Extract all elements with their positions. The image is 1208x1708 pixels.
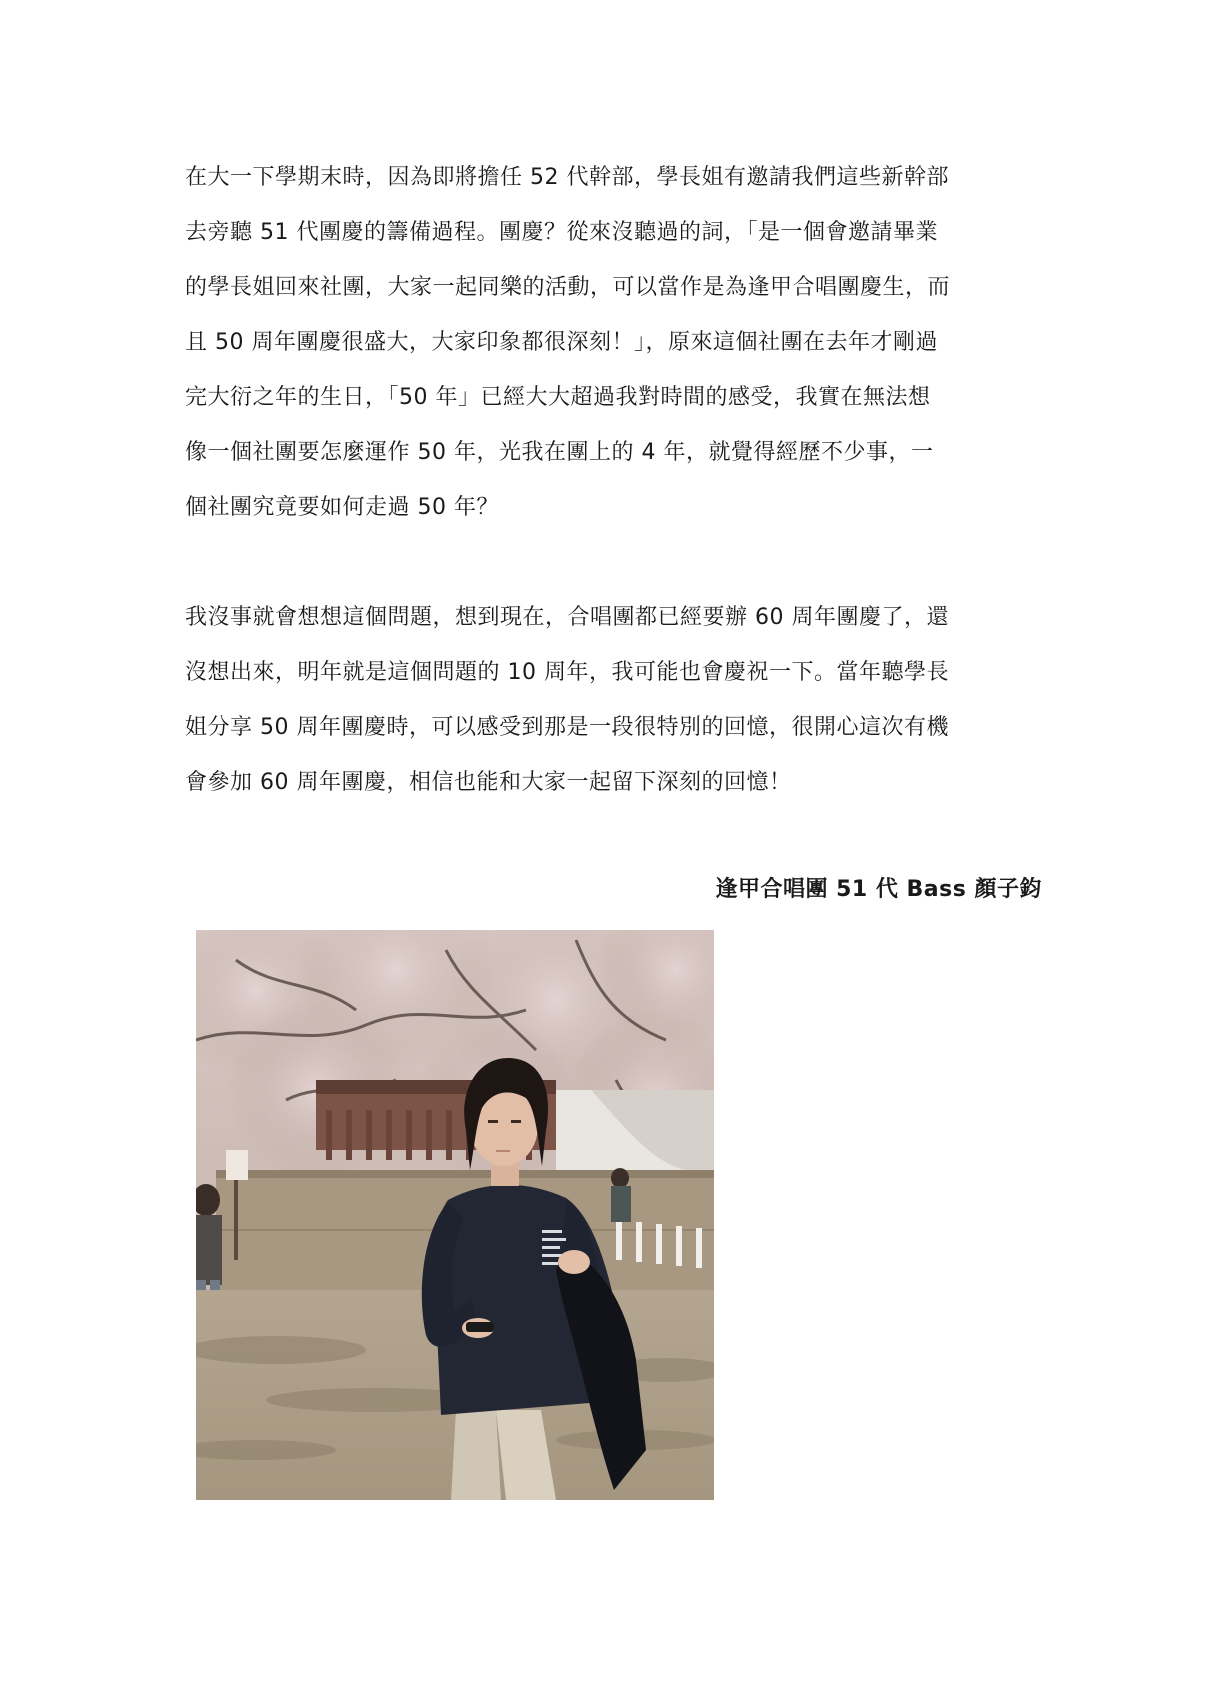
text-line: 會參加 60 周年團慶，相信也能和大家一起留下深刻的回憶！	[185, 770, 792, 795]
author-signature: 逢甲合唱團 51 代 Bass 顏子鈞	[715, 877, 1042, 902]
text-line: 在大一下學期末時，因為即將擔任 52 代幹部，學長姐有邀請我們這些新幹部	[185, 165, 949, 190]
article-body	[185, 150, 1035, 810]
text-line: 的學長姐回來社團，大家一起同樂的活動，可以當作是為逢甲合唱團慶生，而	[185, 275, 951, 300]
author-photo	[196, 930, 714, 1500]
text-line: 去旁聽 51 代團慶的籌備過程。團慶？從來沒聽過的詞，「是一個會邀請畢業	[185, 220, 938, 245]
text-line: 姐分享 50 周年團慶時，可以感受到那是一段很特別的回憶，很開心這次有機	[185, 715, 949, 740]
author-photo-illustration	[196, 930, 714, 1500]
text-line: 我沒事就會想想這個問題，想到現在，合唱團都已經要辦 60 周年團慶了，還	[185, 605, 949, 630]
paragraph-spacer	[185, 535, 1035, 590]
text-line: 沒想出來，明年就是這個問題的 10 周年，我可能也會慶祝一下。當年聽學長	[185, 660, 949, 685]
paragraph-2	[185, 590, 1035, 810]
text-line: 完大衍之年的生日，「50 年」已經大大超過我對時間的感受，我實在無法想	[185, 385, 931, 410]
text-line: 個社團究竟要如何走過 50 年？	[185, 495, 499, 520]
text-line: 像一個社團要怎麼運作 50 年，光我在團上的 4 年，就覺得經歷不少事，一	[185, 440, 934, 465]
paragraph-1	[185, 150, 1035, 535]
text-line: 且 50 周年團慶很盛大，大家印象都很深刻！」，原來這個社團在去年才剛過	[185, 330, 938, 355]
